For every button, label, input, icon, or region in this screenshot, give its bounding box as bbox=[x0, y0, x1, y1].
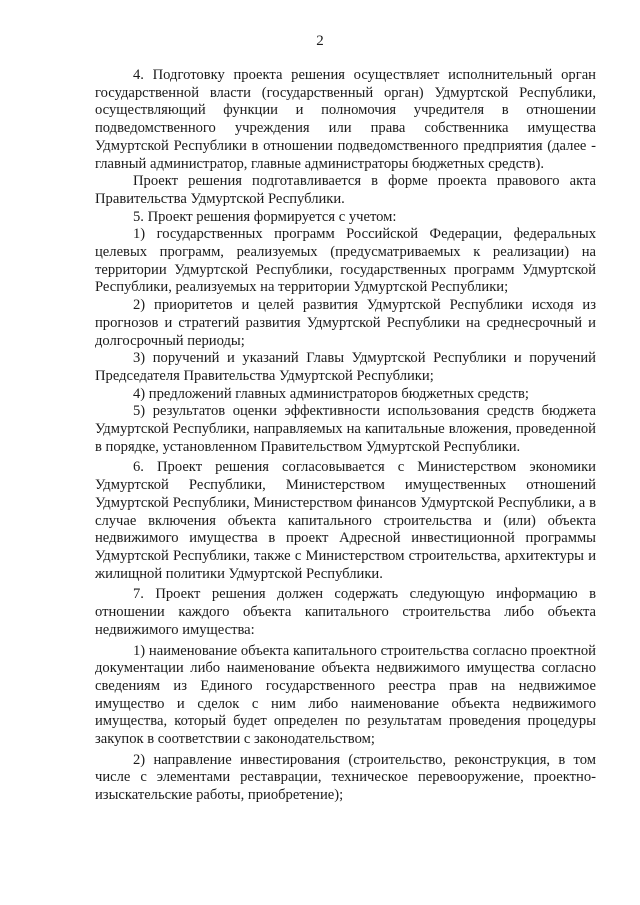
paragraph-5-item-2: 2) приоритетов и целей развития Удмуртской Республики исходя из прогнозов и стратегий развития Удмуртской Республики на среднесрочный и долгосрочный периоды; bbox=[95, 297, 596, 349]
paragraph-7-item-2: 2) направление инвестирования (строительство, реконструкция, в том числе с элементами реставрации, техническое перевооружение, проектно-изыскательские работы, приобретение); bbox=[95, 751, 596, 804]
paragraph-5-item-4: 4) предложений главных администраторов бюджетных средств; bbox=[133, 385, 529, 402]
paragraph-6: 6. Проект решения согласовывается с Министерством экономики Удмуртской Республики, Министерством имущественных отношений Удмуртской Республики, Министерством финансов Удмуртской Республики, а в случае включения объекта капитального строительства и (или) объекта недвижимого имущества в проект Адресной инвестиционной программы Удмуртской Республики, также с Министерством строительства, архитектуры и жилищной политики Удмуртской Республики. bbox=[95, 459, 596, 582]
page-number: 2 bbox=[316, 33, 324, 49]
paragraph-7-item-1: 1) наименование объекта капитального строительства согласно проектной документации либо наименование объекта недвижимого имущества согласно сведениям из Единого государственного реестра прав на недвижимое имущество и сделок с ним либо наименование объекта недвижимого имущества, который будет определен по результатам проведения процедуры закупок в соответствии с законодательством; bbox=[95, 642, 596, 748]
paragraph-5-item-5: 5) результатов оценки эффективности использования средств бюджета Удмуртской Республики, направляемых на капитальные вложения, проведенной в порядке, установленном Правительством Удмуртской Республики. bbox=[95, 403, 596, 455]
paragraph-7: 7. Проект решения должен содержать следующую информацию в отношении каждого объекта капитального строительства либо объекта недвижимого имущества: bbox=[95, 586, 596, 638]
paragraph-draft-form: Проект решения подготавливается в форме проекта правового акта Правительства Удмуртской Республики. bbox=[95, 173, 596, 207]
paragraph-5-item-1: 1) государственных программ Российской Федерации, федеральных целевых программ, реализуемых (предусматриваемых к реализации) на территории Удмуртской Республики, государственных программ Удмуртской Республики, реализуемых на территории Удмуртской Республики; bbox=[95, 226, 596, 296]
document-body bbox=[95, 67, 596, 805]
paragraph-5: 5. Проект решения формируется с учетом: bbox=[133, 208, 397, 225]
paragraph-4: 4. Подготовку проекта решения осуществляет исполнительный орган государственной власти (государственный орган) Удмуртской Республики, осуществляющий функции и полномочия учредителя в отношении подведомственного учреждения или права собственника имущества Удмуртской Республики в отношении подведомственного предприятия (далее - главный администратор, главные администраторы бюджетных средств). bbox=[95, 67, 596, 172]
paragraph-5-item-3: 3) поручений и указаний Главы Удмуртской Республики и поручений Председателя Правительства Удмуртской Республики; bbox=[95, 350, 596, 384]
